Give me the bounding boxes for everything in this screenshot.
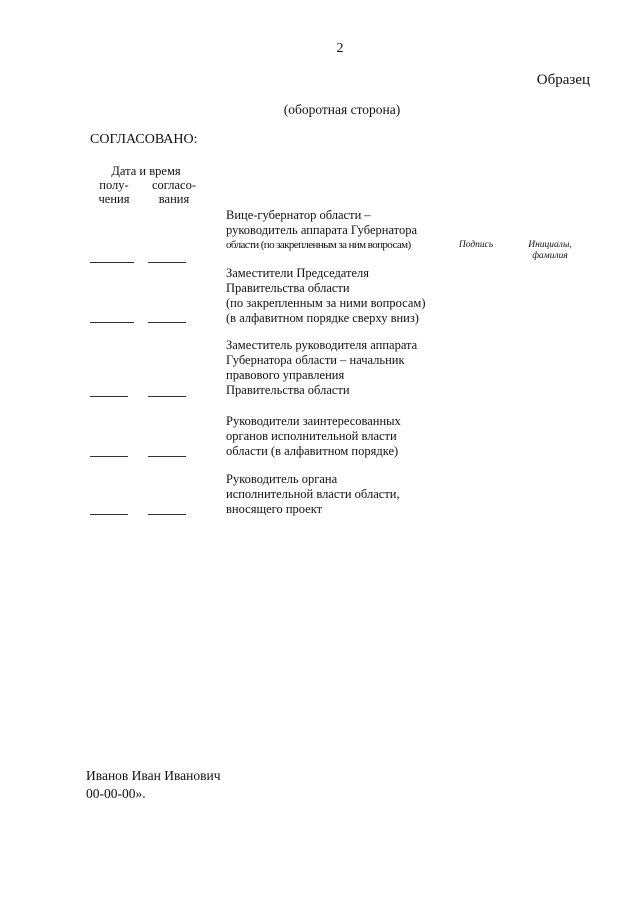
approval-date-line (148, 396, 186, 397)
sample-label: Образец (536, 72, 590, 88)
approval-date-line (148, 262, 186, 263)
approval-date-line (148, 322, 186, 323)
receipt-date-line (90, 396, 128, 397)
position-line: Вице-губернатор области – (226, 208, 371, 222)
position-submitting-authority: Руководитель органа исполнительной власти области, вносящего проект (226, 472, 400, 516)
position-interested-authorities: Руководители заинтересованных органов исполнительной власти области (в алфавитном порядке) (226, 414, 401, 458)
receipt-date-line (90, 262, 134, 263)
position-deputy-chairmen: Заместители Председателя Правительства области (по закрепленным за ними вопросам) (в алфавитном порядке сверху вниз) (226, 266, 426, 325)
receipt-date-line (90, 322, 134, 323)
position-line: области (по закрепленным за ним вопросам) (226, 239, 411, 251)
author-phone: 00-00-00». (86, 786, 146, 801)
receipt-column-header: полу- чения (98, 178, 130, 206)
page-number: 2 (336, 41, 344, 56)
position-vice-governor (226, 208, 417, 253)
approval-column-header: согласо- вания (151, 178, 197, 206)
position-deputy-head-apparatus: Заместитель руководителя аппарата Губернатора области – начальник правового управления Правительства области (226, 338, 418, 397)
receipt-date-line (90, 514, 128, 515)
author-name: Иванов Иван Иванович (86, 768, 221, 783)
signature-label: Подпись (458, 240, 494, 250)
reverse-side-note: (оборотная сторона) (283, 102, 401, 117)
approval-heading: СОГЛАСОВАНО: (90, 132, 198, 147)
initials-label: Инициалы, фамилия (528, 240, 572, 261)
position-line: руководитель аппарата Губернатора (226, 223, 418, 237)
approval-date-line (148, 456, 186, 457)
approval-date-line (148, 514, 186, 515)
date-time-column-header: Дата и время (111, 164, 181, 178)
receipt-date-line (90, 456, 128, 457)
